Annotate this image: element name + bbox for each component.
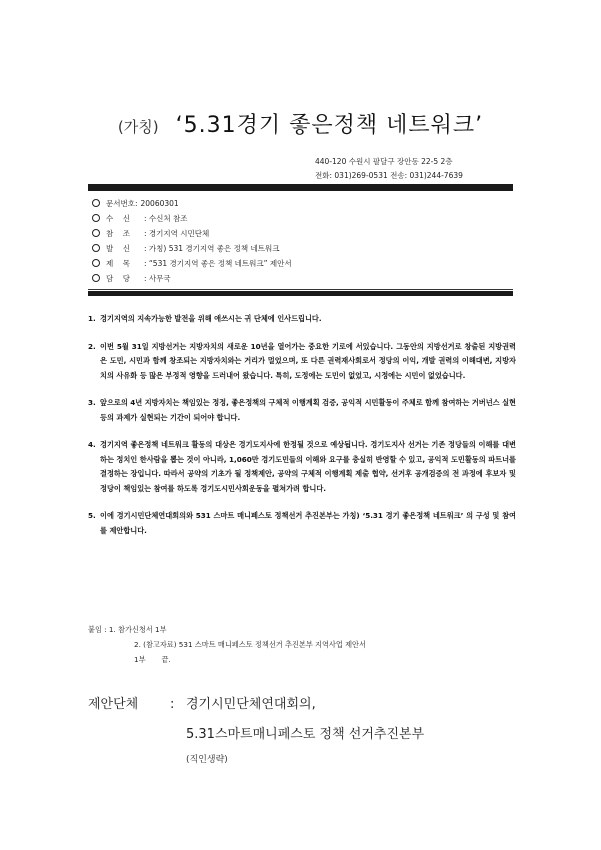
- meta-label: 발 신: [106, 244, 131, 253]
- header-rule-top: [88, 184, 513, 191]
- meta-label: 담 당: [106, 274, 131, 283]
- bullet-circle-icon: [92, 199, 100, 207]
- contact-line: 전화: 031)269-0531 전송: 031)244-7639: [315, 171, 463, 180]
- meta-value: : “531 경기지역 좋은 정책 네트워크” 제안서: [144, 259, 292, 268]
- attachment-line: 붙임 : 1. 참가신청서 1부: [88, 625, 167, 634]
- paragraph: [88, 509, 516, 538]
- meta-value: : 경기지역 시민단체: [144, 229, 210, 238]
- proposer-colon: :: [170, 697, 175, 712]
- paragraph-number: 2.: [88, 341, 96, 351]
- meta-rule-bottom: [88, 291, 513, 296]
- paragraph-text: 앞으로의 4년 지방자치는 책임있는 정정, 좋은정책의 구체적 이행계획 검증, 공익적 시민활동이 주체로 함께 참여하는 거버넌스 실현 등의 과제가 실현되는 기간이 되어야 합니다.: [100, 398, 516, 422]
- bullet-circle-icon: [92, 229, 100, 237]
- meta-value: : 가칭) 531 경기지역 좋은 정책 네트워크: [144, 244, 280, 253]
- bullet-circle-icon: [92, 259, 100, 267]
- sender-address-block: [315, 155, 463, 183]
- meta-row-contact: [92, 271, 292, 286]
- meta-label: 문서번호:: [106, 199, 138, 208]
- paragraph-number: 5.: [88, 511, 96, 520]
- paragraph-number: 1.: [88, 314, 96, 323]
- proposer-org-2: 5.31스마트매니페스토 정책 선거추진본부: [186, 727, 425, 742]
- title-prefix: (가칭): [117, 118, 159, 136]
- document-title: [0, 108, 601, 139]
- meta-label: 제 목: [106, 259, 131, 268]
- bullet-circle-icon: [92, 274, 100, 282]
- bullet-circle-icon: [92, 214, 100, 222]
- paragraph-text: 경기지역 좋은정책 네트워크 활동의 대상은 경기도지사에 한정될 것으로 예상됩니다. 경기도지사 선거는 기존 정당들의 이해를 대변하는 정치인 한사람을 뽑는 것이 아니라, 1,060만 경기도민들의 이해와 요구를 충실히 반영할 수 있고, 공익적 도민활동의 파트너를 결정하는 장입니다. 따라서 공약의 기초가 될 정책제안, 공약의 구체적 이행계획 제출 협약, 선거후 공개검증의 전 과정에 후보자 및 정당이 책임있는 참여를 하도록 경기도시민사회운동을 펼쳐가려 합니다.: [100, 440, 516, 493]
- paragraph-number: 3.: [88, 398, 96, 407]
- meta-row-docnum: [92, 196, 292, 211]
- proposer-label: 제안단체: [88, 697, 139, 712]
- document-meta: [92, 196, 292, 286]
- address-line: 440-120 수원시 팔달구 장안동 22-5 2층: [315, 157, 453, 166]
- attachment-line: 2. (참고자료) 531 스마트 매니페스토 정책선거 추진본부 지역사업 제안서: [134, 640, 366, 649]
- paragraph: [88, 396, 516, 425]
- meta-row-recipient: [92, 211, 292, 226]
- paragraph-number: 4.: [88, 440, 96, 449]
- meta-label: 수 신: [106, 214, 131, 223]
- document-body: [88, 312, 516, 551]
- meta-rule-top: [88, 289, 513, 290]
- bullet-circle-icon: [92, 244, 100, 252]
- paragraph: [88, 340, 516, 384]
- proposer-org-1: 경기시민단체연대회의,: [186, 697, 316, 712]
- attachments: [88, 622, 366, 667]
- attachment-line: 1부 끝.: [134, 655, 171, 664]
- paragraph-text: 경기지역의 지속가능한 발전을 위해 애쓰시는 귀 단체에 인사드립니다.: [100, 314, 322, 323]
- meta-label: 참 조: [106, 229, 131, 238]
- meta-value: 20060301: [140, 199, 179, 208]
- paragraph-text: 이에 경기시민단체연대회의와 531 스마트 매니페스토 정책선거 추진본부는 가칭) ‘5.31 경기 좋은정책 네트워크’ 의 구성 및 참여를 제안합니다.: [100, 511, 516, 535]
- paragraph: [88, 312, 516, 327]
- meta-row-subject: [92, 256, 292, 271]
- meta-value: : 수신처 참조: [144, 214, 188, 223]
- seal-omitted-note: (직인생략): [186, 755, 228, 765]
- meta-value: : 사무국: [144, 274, 171, 283]
- meta-row-sender: [92, 241, 292, 256]
- proposer-block: [88, 690, 424, 750]
- meta-row-reference: [92, 226, 292, 241]
- proposer-line: [88, 690, 424, 720]
- paragraph: [88, 438, 516, 496]
- title-main: ‘5.31경기 좋은정책 네트워크’: [175, 113, 484, 138]
- paragraph-text: 이번 5월 31일 지방선거는 지방자치의 새로운 10년을 열어가는 중요한 기로에 서있습니다. 그동안의 지방선거로 창출된 지방권력은 도민, 시민과 함께 창조되는 지방자치와는 거리가 멀었으며, 또 다른 권력재사회로서 정당의 이익, 개발 권력의 이해대변, 지방자치의 사유화 등 많은 부정적 영향을 드러내어 왔습니다. 특히, 도정에는 도민이 없었고, 시정에는 시민이 없었습니다.: [100, 341, 516, 380]
